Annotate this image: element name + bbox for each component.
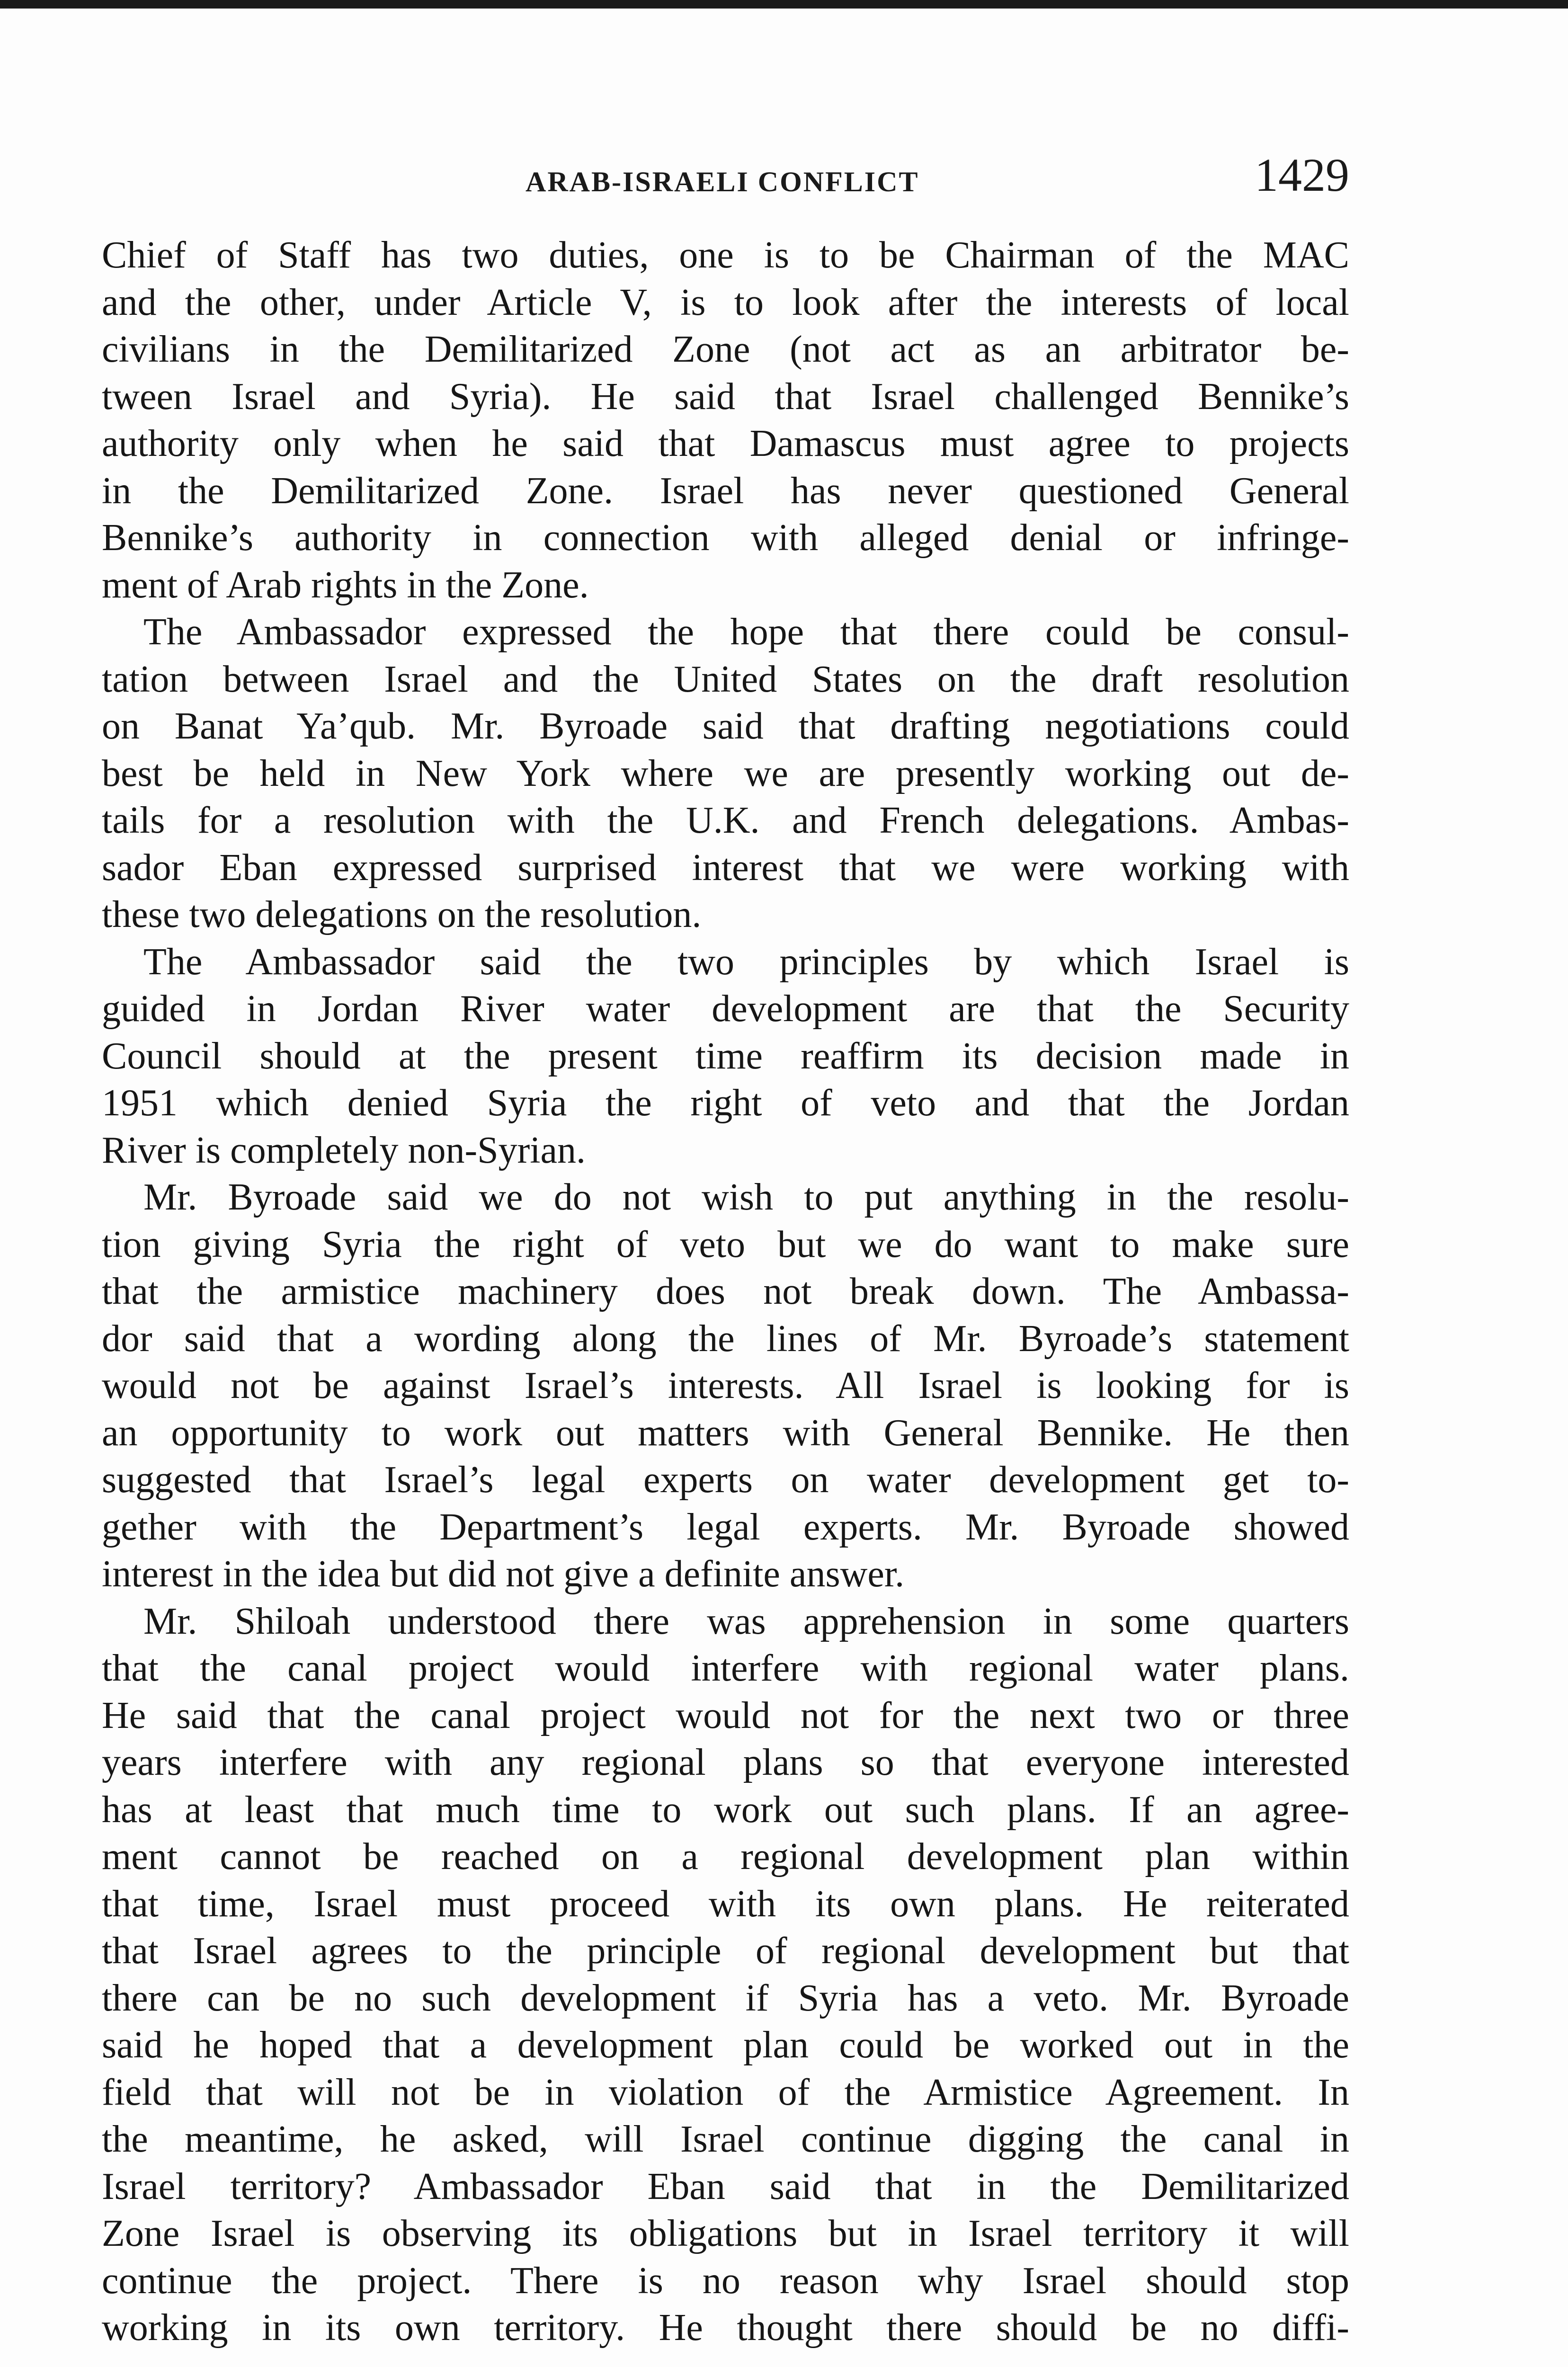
top-edge-rule (0, 0, 1568, 9)
text-line: Israel territory? Ambassador Eban said that in the Demilitarized (102, 2165, 1349, 2207)
text-line: The Ambassador said the two principles by which Israel is (143, 941, 1349, 983)
text-line: Mr. Byroade said we do not wish to put anything in the resolu- (143, 1176, 1349, 1218)
running-head (102, 149, 1349, 208)
text-line: field that will not be in violation of the Armistice Agreement. In (102, 2071, 1349, 2113)
text-line: tion giving Syria the right of veto but we do want to make sure (102, 1223, 1349, 1265)
text-line: tails for a resolution with the U.K. and French delegations. Ambas- (102, 800, 1349, 841)
text-line: said he hoped that a development plan could be worked out in the (102, 2024, 1349, 2066)
text-line: He said that the canal project would not for the next two or three (102, 1694, 1349, 1736)
text-line: that the canal project would interfere with regional water plans. (102, 1647, 1349, 1689)
text-line: 1951 which denied Syria the right of veto and that the Jordan (102, 1082, 1349, 1124)
text-line: continue the project. There is no reason why Israel should stop (102, 2260, 1349, 2302)
body-text (102, 232, 1349, 2352)
text-line: ment cannot be reached on a regional development plan within (102, 1836, 1349, 1878)
text-line: on Banat Ya’qub. Mr. Byroade said that drafting negotiations could (102, 705, 1349, 747)
text-line: Zone Israel is observing its obligations but in Israel territory it will (102, 2213, 1349, 2254)
text-line: dor said that a wording along the lines of Mr. Byroade’s statement (102, 1317, 1349, 1360)
running-title: ARAB-ISRAELI CONFLICT (526, 166, 919, 197)
text-line: years interfere with any regional plans so that everyone interested (102, 1742, 1349, 1783)
text-line: Chief of Staff has two duties, one is to be Chairman of the MAC (102, 234, 1349, 276)
text-line: working in its own territory. He thought there should be no diffi- (102, 2307, 1349, 2349)
text-line: interest in the idea but did not give a definite answer. (102, 1553, 905, 1595)
text-line: tween Israel and Syria). He said that Israel challenged Bennike’s (102, 375, 1349, 418)
text-line: River is completely non-Syrian. (102, 1129, 586, 1171)
text-line: Mr. Shiloah understood there was apprehension in some quarters (143, 1600, 1349, 1642)
text-line: civilians in the Demilitarized Zone (not act as an arbitrator be- (102, 329, 1349, 370)
text-line: authority only when he said that Damascus must agree to projects (102, 423, 1349, 464)
text-line: tation between Israel and the United States on the draft resolution (102, 658, 1349, 700)
text-line: best be held in New York where we are presently working out de- (102, 752, 1349, 794)
text-line: has at least that much time to work out such plans. If an agree- (102, 1789, 1349, 1831)
text-line: these two delegations on the resolution. (102, 894, 702, 935)
text-line: that Israel agrees to the principle of regional development but that (102, 1930, 1349, 1972)
text-line: guided in Jordan River water development are that the Security (102, 988, 1349, 1030)
text-line: sador Eban expressed surprised interest that we were working with (102, 846, 1349, 889)
text-line: the meantime, he asked, will Israel continue digging the canal in (102, 2118, 1349, 2160)
text-line: The Ambassador expressed the hope that there could be consul- (143, 611, 1349, 653)
text-line: there can be no such development if Syria has a veto. Mr. Byroade (102, 1977, 1349, 2019)
text-line: would not be against Israel’s interests. All Israel is looking for is (102, 1365, 1349, 1406)
text-line: that time, Israel must proceed with its own plans. He reiterated (102, 1883, 1349, 1925)
text-line: and the other, under Article V, is to look after the interests of local (102, 281, 1349, 323)
page-number: 1429 (1255, 149, 1349, 201)
text-line: an opportunity to work out matters with General Bennike. He then (102, 1412, 1349, 1454)
text-line: in the Demilitarized Zone. Israel has never questioned General (102, 470, 1349, 512)
text-line: that the armistice machinery does not break down. The Ambassa- (102, 1271, 1349, 1312)
text-line: Bennike’s authority in connection with alleged denial or infringe- (102, 517, 1349, 559)
text-line: Council should at the present time reaffirm its decision made in (102, 1035, 1349, 1077)
text-line: ment of Arab rights in the Zone. (102, 564, 589, 606)
text-line: suggested that Israel’s legal experts on water development get to- (102, 1459, 1349, 1501)
text-line: gether with the Department’s legal experts. Mr. Byroade showed (102, 1506, 1349, 1548)
